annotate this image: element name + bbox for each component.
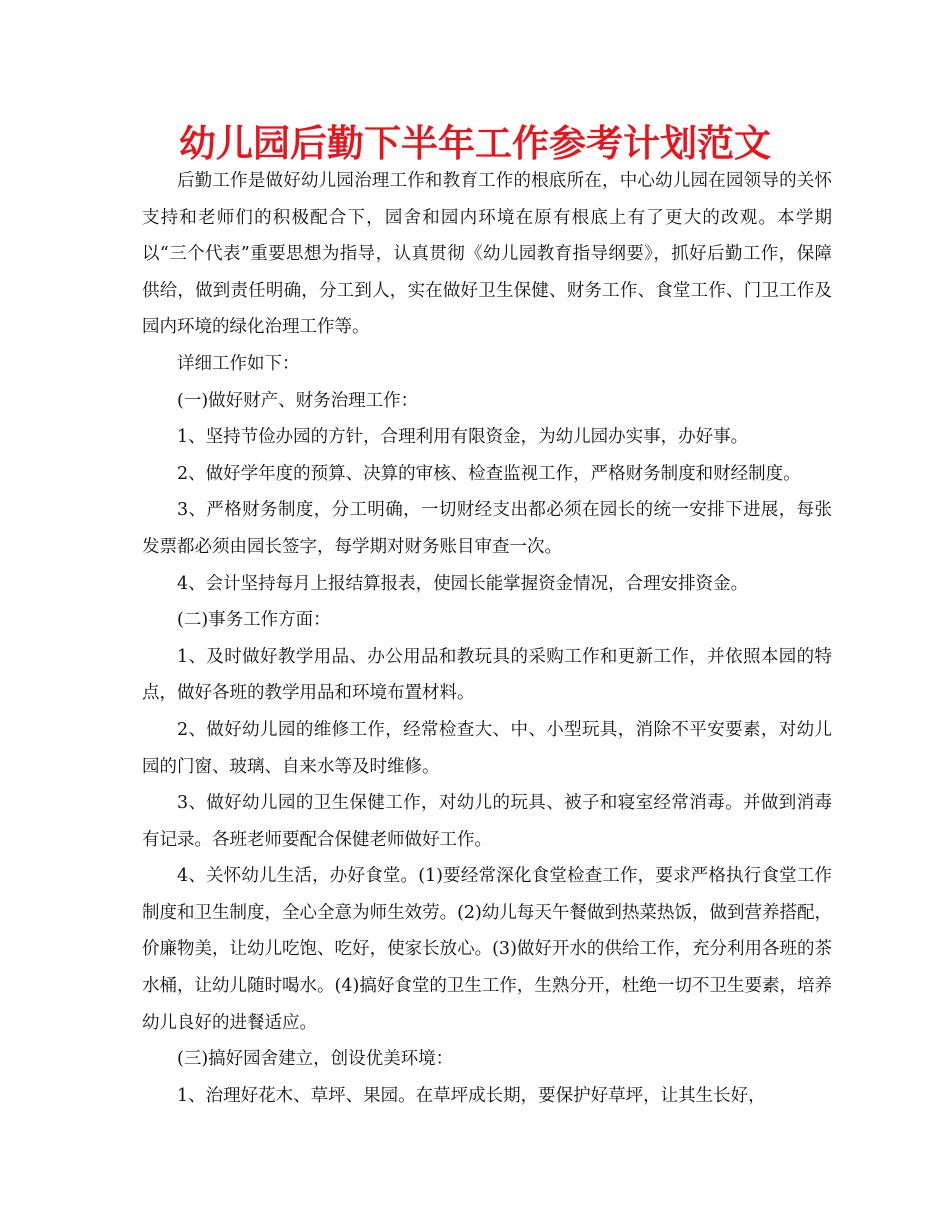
document-title: 幼儿园后勤下半年工作参考计划范文 <box>179 122 771 165</box>
paragraph-environment-1: 1、治理好花木、草坪、果园。在草坪成长期，要保护好草坪，让其生长好， <box>177 1085 766 1106</box>
paragraph-details-heading: 详细工作如下： <box>177 353 300 374</box>
section-heading-finance: (一)做好财产、财务治理工作： <box>177 390 419 411</box>
section-heading-affairs: (二)事务工作方面： <box>177 610 331 631</box>
document-body <box>142 163 832 1114</box>
paragraph-finance-4: 4、会计坚持每月上报结算报表，使园长能掌握资金情况，合理安排资金。 <box>177 573 749 594</box>
paragraph-finance-2: 2、做好学年度的预算、决算的审核、检查监视工作，严格财务制度和财经制度。 <box>177 463 801 484</box>
paragraph-finance-3: 3、严格财务制度，分工明确，一切财经支出都必须在园长的统一安排下进展，每张发票都必须由园长签字，每学期对财务账目审查一次。 <box>142 500 832 557</box>
paragraph-affairs-3: 3、做好幼儿园的卫生保健工作，对幼儿的玩具、被子和寝室经常消毒。并做到消毒有记录。各班老师要配合保健老师做好工作。 <box>142 793 832 850</box>
paragraph-affairs-2: 2、做好幼儿园的维修工作，经常检查大、中、小型玩具，消除不平安要素，对幼儿园的门窗、玻璃、自来水等及时维修。 <box>142 719 832 777</box>
section-heading-environment: (三)搞好园舍建立，创设优美环境： <box>177 1049 454 1070</box>
paragraph-affairs-1: 1、及时做好教学用品、办公用品和教玩具的采购工作和更新工作，并依照本园的特点，做好各班的教学用品和环境布置材料。 <box>142 646 832 704</box>
paragraph-finance-1: 1、坚持节俭办园的方针，合理利用有限资金，为幼儿园办实事，办好事。 <box>177 427 749 448</box>
paragraph-intro: 后勤工作是做好幼儿园治理工作和教育工作的根底所在，中心幼儿园在园领导的关怀支持和老师们的积极配合下，园舍和园内环境在原有根底上有了更大的改观。本学期以“三个代表”重要思想为指导，认真贯彻《幼儿园教育指导纲要》，抓好后勤工作，保障供给，做到责任明确，分工到人，实在做好卫生保健、财务工作、食堂工作、门卫工作及园内环境的绿化治理工作等。 <box>142 171 832 338</box>
paragraph-affairs-4: 4、关怀幼儿生活，办好食堂。(1)要经常深化食堂检查工作，要求严格执行食堂工作制度和卫生制度，全心全意为师生效劳。(2)幼儿每天午餐做到热菜热饭，做到营养搭配，价廉物美，让幼儿吃饱、吃好，使家长放心。(3)做好开水的供给工作，充分利用各班的茶水桶，让幼儿随时喝水。(4)搞好食堂的卫生工作，生熟分开，杜绝一切不卫生要素，培养幼儿良好的进餐适应。 <box>142 866 832 1033</box>
